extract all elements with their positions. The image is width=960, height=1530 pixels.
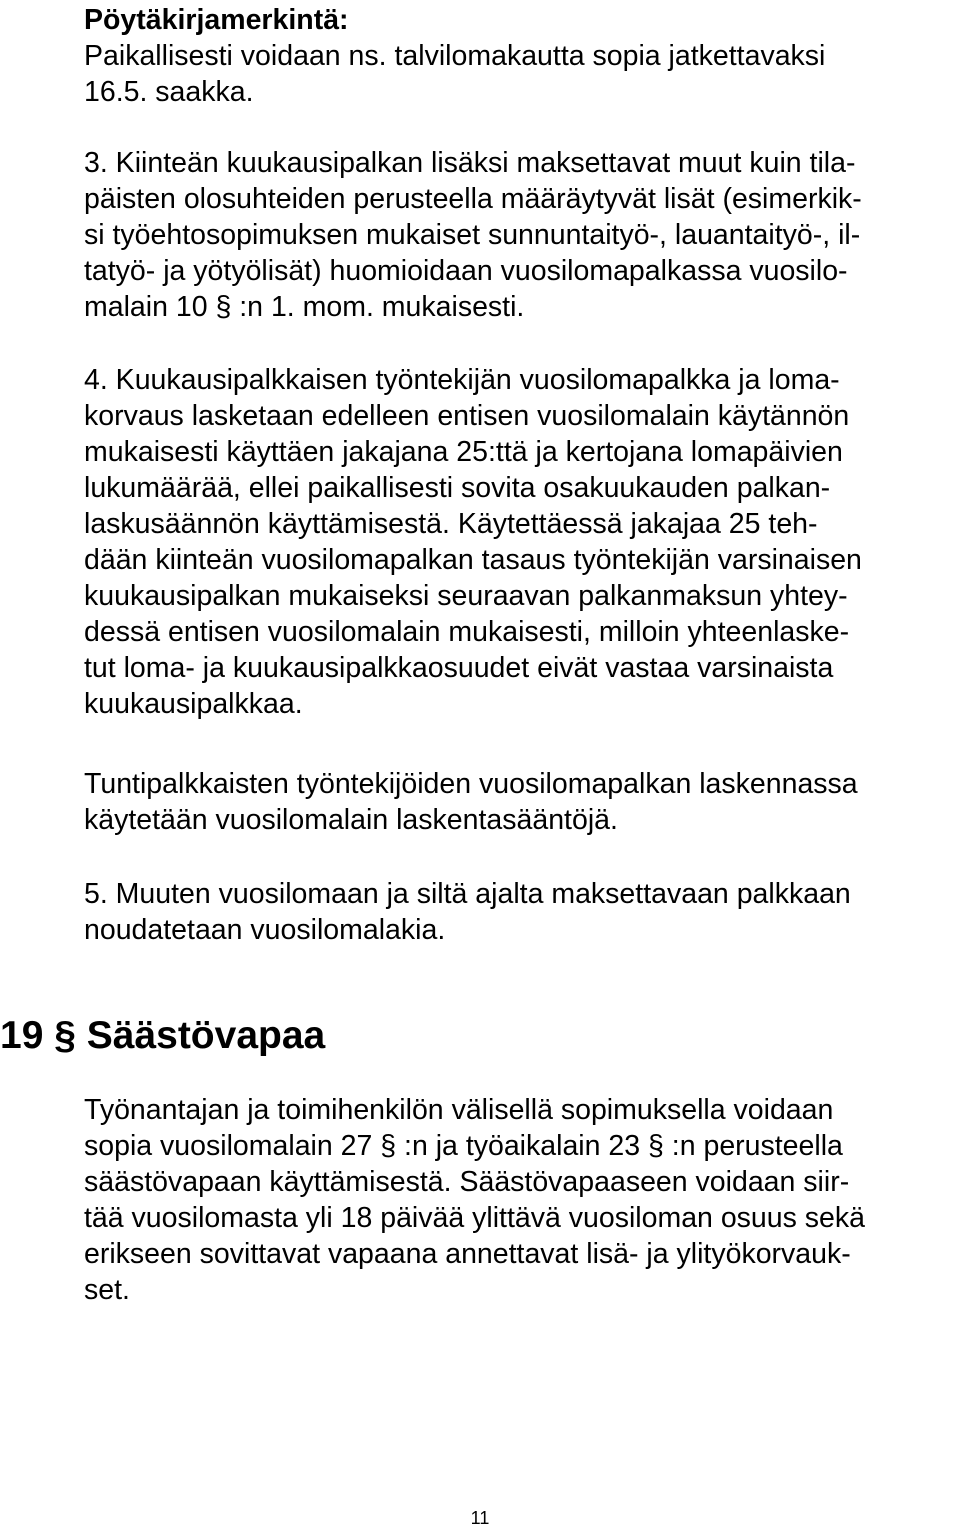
protocol-note-line: 16.5. saakka. <box>84 76 254 108</box>
paragraph-line: korvaus lasketaan edelleen entisen vuosilomalain käytännön <box>84 400 850 432</box>
page-number: 11 <box>470 1508 490 1528</box>
paragraph-line: erikseen sovittavat vapaana annettavat lisä- ja ylityökorvauk- <box>84 1238 851 1270</box>
paragraph-item-5 <box>84 876 960 948</box>
paragraph-line: 3. Kiinteän kuukausipalkan lisäksi maksettavat muut kuin tila- <box>84 147 856 179</box>
paragraph-line: kuukausipalkan mukaiseksi seuraavan palkanmaksun yhtey- <box>84 580 848 612</box>
section-heading: 19 § Säästövapaa <box>0 1014 326 1057</box>
paragraph-item-4 <box>84 362 960 722</box>
protocol-note <box>84 2 960 110</box>
paragraph-line: tut loma- ja kuukausipalkkaosuudet eivät vastaa varsinaista <box>84 652 834 684</box>
paragraph-section-19 <box>84 1092 960 1308</box>
paragraph-line: dään kiinteän vuosilomapalkan tasaus työntekijän varsinaisen <box>84 544 862 576</box>
paragraph-line: Tuntipalkkaisten työntekijöiden vuosilomapalkan laskennassa <box>84 768 858 800</box>
paragraph-line: 5. Muuten vuosilomaan ja siltä ajalta maksettavaan palkkaan <box>84 878 851 910</box>
paragraph-line: malain 10 § :n 1. mom. mukaisesti. <box>84 291 525 323</box>
paragraph-line: kuukausipalkkaa. <box>84 688 303 720</box>
paragraph-line: tää vuosilomasta yli 18 päivää ylittävä vuosiloman osuus sekä <box>84 1202 865 1234</box>
paragraph-line: dessä entisen vuosilomalain mukaisesti, milloin yhteenlaske- <box>84 616 850 648</box>
paragraph-line: säästövapaan käyttämisestä. Säästövapaaseen voidaan siir- <box>84 1166 850 1198</box>
paragraph-line: tatyö- ja yötyölisät) huomioidaan vuosilomapalkassa vuosilo- <box>84 255 848 287</box>
paragraph-hourly <box>84 766 960 838</box>
protocol-note-title: Pöytäkirjamerkintä: <box>84 4 349 36</box>
paragraph-item-3 <box>84 145 960 325</box>
paragraph-line: laskusäännön käyttämisestä. Käytettäessä jakajaa 25 teh- <box>84 508 818 540</box>
paragraph-line: mukaisesti käyttäen jakajana 25:ttä ja kertojana lomapäivien <box>84 436 843 468</box>
paragraph-line: lukumäärää, ellei paikallisesti sovita osakuukauden palkan- <box>84 472 831 504</box>
paragraph-line: sopia vuosilomalain 27 § :n ja työaikalain 23 § :n perusteella <box>84 1130 843 1162</box>
paragraph-line: noudatetaan vuosilomalakia. <box>84 914 446 946</box>
paragraph-line: päisten olosuhteiden perusteella määräytyvät lisät (esimerkik- <box>84 183 862 215</box>
protocol-note-line: Paikallisesti voidaan ns. talvilomakautta sopia jatkettavaksi <box>84 40 826 72</box>
paragraph-line: si työehtosopimuksen mukaiset sunnuntaityö-, lauantaityö-, il- <box>84 219 861 251</box>
paragraph-line: set. <box>84 1274 130 1306</box>
paragraph-line: 4. Kuukausipalkkaisen työntekijän vuosilomapalkka ja loma- <box>84 364 840 396</box>
paragraph-line: käytetään vuosilomalain laskentasääntöjä. <box>84 804 618 836</box>
paragraph-line: Työnantajan ja toimihenkilön välisellä sopimuksella voidaan <box>84 1094 834 1126</box>
